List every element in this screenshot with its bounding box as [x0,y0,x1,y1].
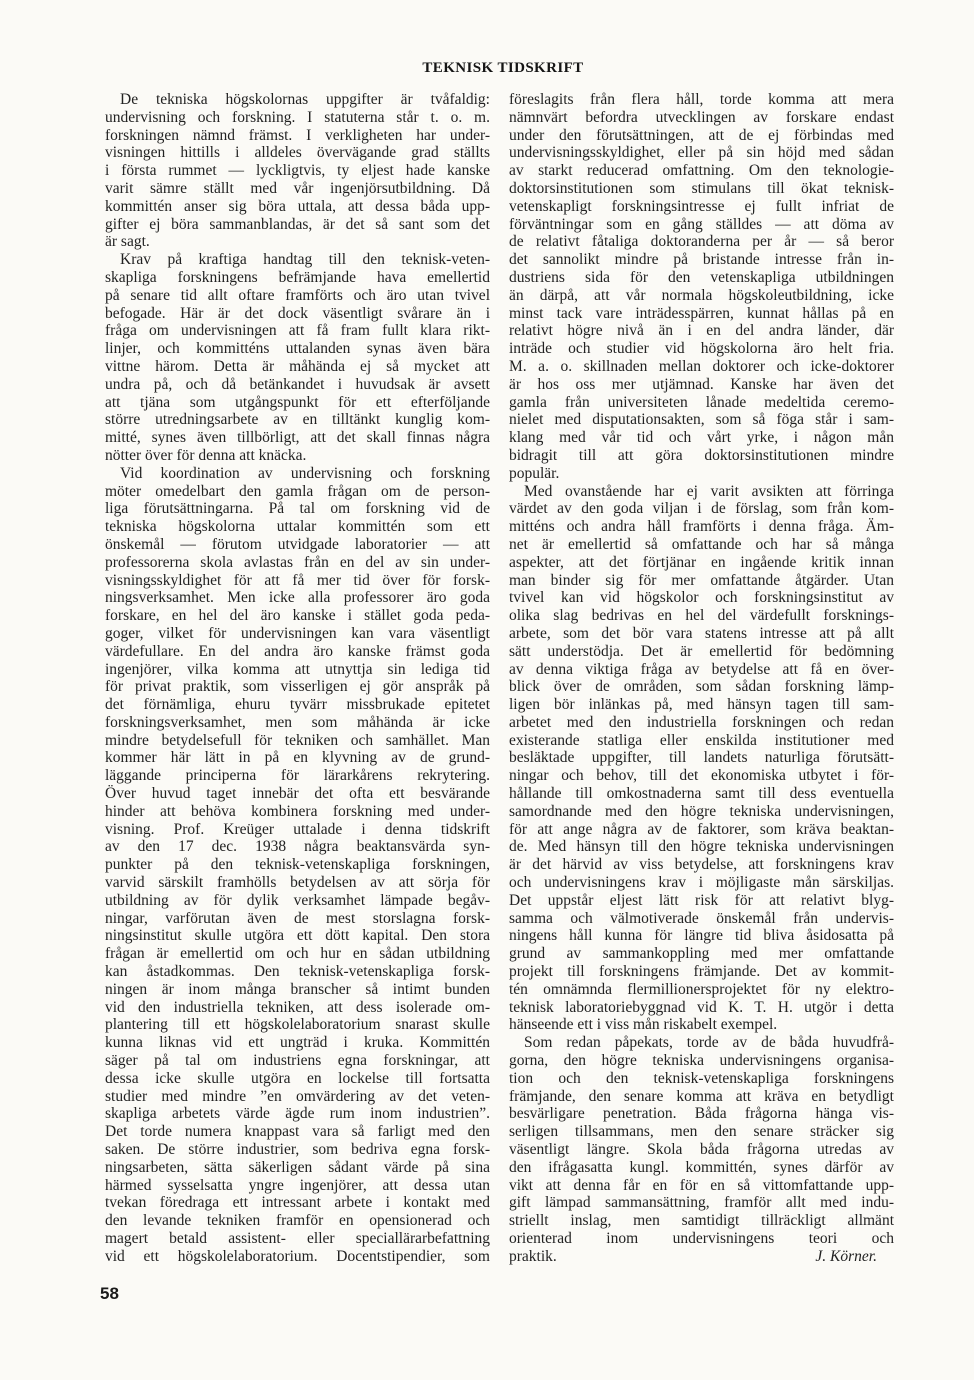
line-text: visning. Prof. Kreüger uttalade i denna tidskrift [105,820,490,838]
text-line [105,1194,490,1212]
text-line [105,767,490,785]
text-line [509,1052,894,1070]
author-signature: J. Körner. [815,1248,877,1265]
line-text: värdefullare. En del andra äro kanske främst goda [105,642,490,660]
page-number: 58 [100,1284,119,1303]
line-text: möter omedelbart den gamla frågan om de person- [105,482,490,500]
line-text: ningsinstitut skulle utgöra ett dött kapital. Den stora [105,927,490,945]
line-text: existerande statliga eller enskilda institutioner med [509,731,894,749]
line-text: blick över de områden, som sådan forskning lämp- [509,678,894,696]
text-line [509,1123,894,1141]
text-line [509,180,894,198]
line-text: De tekniska högskolornas uppgifter är tvåfaldig: [120,91,490,108]
line-text: dessa icke skulle utgöra en lockelse till fortsatta [105,1069,490,1087]
text-line [105,429,490,447]
line-text: förväntningar som en gång ställdes — att döma av [509,215,894,233]
line-text: föreslagits från flera håll, torde komma att mera [509,91,894,108]
line-text: inträde och studier vid högskolorna äro helt fria. [509,340,894,358]
text-line [509,376,894,394]
text-line [105,1230,490,1248]
line-text: plantering till ett högskolelaboratorium snarast skulle [105,1016,490,1034]
line-text: goger, vilket för undervisningen kan vara väsentligt [105,624,490,642]
text-line [105,1088,490,1106]
text-line [509,1105,894,1123]
line-text: populär. [509,464,560,482]
text-line [509,607,894,625]
line-text: nötter över för denna att knäcka. [105,446,307,464]
line-text: önskemål — förutom utvidgade laboratorier — att [105,535,490,553]
text-line [105,465,490,483]
line-text: net är emellertid så omfattande och har så många [509,535,894,553]
text-line [509,785,894,803]
text-line [105,287,490,305]
line-text: besvärligare penetration. Båda frågorna hänga vis- [509,1105,894,1123]
text-line [509,1016,894,1034]
line-text: saken. De större industrier, som bedriva egna forsk- [105,1141,490,1159]
line-text: är sagt. [105,233,150,251]
text-line [105,1070,490,1088]
text-line [509,287,894,305]
line-text: värdet av den goda viljan i de förslag, som från kom- [509,500,894,518]
text-line [105,910,490,928]
line-text: den levande tekniken framför en opensionerad och [105,1212,490,1230]
text-line [105,109,490,127]
line-text: gorna, den högre tekniska undervisningens organisa- [509,1052,894,1070]
text-line [509,767,894,785]
text-line [509,1141,894,1159]
text-line [105,447,490,465]
text-line [509,1070,894,1088]
line-text: undervisning och forskning. I statuterna står t. o. m. [105,108,490,126]
text-line [509,821,894,839]
text-line [509,500,894,518]
line-text: nämnvärt befordra utvecklingen av forskare endast [509,108,894,126]
text-line [509,305,894,323]
right-column [509,91,894,1266]
text-line [509,322,894,340]
text-line [105,785,490,803]
line-text: tion och den teknisk-vetenskapliga forskningens [509,1069,894,1087]
line-text: ningen är inom många branscher så intimt bunden [105,980,490,998]
line-text: visningsskyldighet för att få mer tid över för forsk- [105,571,490,589]
text-line [105,411,490,429]
line-text: utbildning av för dylik verksamhet lämpade begåv- [105,891,490,909]
line-text: varvid särskilt framhölls betydelsen av att sörja för [105,874,490,892]
line-text: dustriens sida för den vetenskapliga utbildningen [509,268,894,286]
text-line [509,144,894,162]
line-text: främjande, den senare komma att kräva en betydligt [509,1087,894,1105]
text-line [509,358,894,376]
line-text: M. a. o. skillnaden mellan doktorer och icke-doktorer [509,357,894,375]
text-line [105,856,490,874]
text-line [509,536,894,554]
text-line [509,696,894,714]
running-head: TEKNISK TIDSKRIFT [422,60,584,76]
text-line [105,91,490,109]
text-line [105,251,490,269]
text-line [105,1123,490,1141]
line-text: vittne härom. Detta är måhända ej så mycket att [105,357,490,375]
line-text: vetenskapligt forskningsintresse ej fullt infriat de [509,197,894,215]
line-text: är det härvid av viss betydelse, att forskningens krav [509,856,894,874]
text-line [509,1230,894,1248]
text-line [105,945,490,963]
line-text: varit sämre ställt med vår ingenjörsutbildning. Då [105,179,490,197]
text-line [509,910,894,928]
line-text: i första rummet — lyckligtvis, ty eljest hade kanske [105,162,490,180]
line-text: säger på tal om industriens egna forskningar, att [105,1052,490,1070]
line-text: aspekter, att det förtjänar en ingående kritik innan [509,553,894,571]
text-line [105,625,490,643]
text-line [509,749,894,767]
line-text: läggande principerna för lärarkårens rekrytering. [105,767,490,785]
line-text: är hos oss mer utjämnad. Kanske har även det [509,375,894,393]
text-line [105,1248,490,1266]
text-line [105,999,490,1017]
line-text: doktorsinstitutionen som stimulans till ökat teknisk- [509,179,894,197]
line-text: den ifrågasatta kungl. kommittén, synes därför av [509,1158,894,1176]
text-line [105,394,490,412]
line-text: än därpå, att vår normala högskoleutbildning, icke [509,286,894,304]
text-line [105,483,490,501]
line-text: teknisk laboratoriebyggnad vid K. T. H. utgör i detta [509,998,894,1016]
line-text: väsentligt längre. Skola båda frågorna utredas av [509,1141,894,1159]
text-line [105,358,490,376]
text-line [105,1016,490,1034]
text-line [105,963,490,981]
line-text: olika slag bedrivas en hel del värdefullt forsknings- [509,607,894,625]
text-line [105,536,490,554]
text-line [509,874,894,892]
line-text: det sannolikt mindre på bristande intresse från in- [509,251,894,269]
line-text: Som redan påpekats, torde av de båda huvudfrå- [524,1034,894,1052]
text-line [509,91,894,109]
line-text: på senare tid allt oftare framförts och äro utan tvivel [105,286,490,304]
line-text: arbete, som det bör vara statens intresse att på allt [509,624,894,642]
line-text: orienterad inom undervisningens teori och [509,1230,894,1247]
line-text: kan åstadkommas. Den teknisk-vetenskapliga forsk- [105,963,490,981]
text-line [105,1177,490,1195]
text-line [105,1159,490,1177]
line-text: punkter på den teknisk-vetenskapliga forskningen, [105,856,490,874]
line-text: linjer, och kommitténs uttalanden synas även bära [105,340,490,358]
line-text: ingenjörer, vilka komma att utnyttja sin lediga tid [105,660,490,678]
text-line [105,1052,490,1070]
line-text: nielet med disputationsakten, som så föga står i sam- [509,411,894,429]
text-line [509,714,894,732]
text-line [105,269,490,287]
text-line [105,127,490,145]
text-line [105,589,490,607]
line-text: tvivel kan vid högskolor och forskningsinstitut av [509,589,894,607]
text-line [105,607,490,625]
text-line [509,1177,894,1195]
line-text: skapliga arbetets värde ägde rum inom industrien”. [105,1105,490,1123]
text-line [105,216,490,234]
text-line [509,856,894,874]
text-line [509,732,894,750]
line-text: studier med mindre ”en omvärdering av det veten- [105,1087,490,1105]
line-text: ligen bör inlänkas på, med hänsyn tagen till sam- [509,696,894,714]
text-line [509,625,894,643]
text-line [105,714,490,732]
text-line [509,963,894,981]
text-line [105,305,490,323]
line-text: ningsarbeten, sätta säkerligen sådant värde på sina [105,1158,490,1176]
line-text: och undervisningens krav i möjligaste mån särskiljas. [509,874,894,892]
text-line [105,892,490,910]
text-line [509,411,894,429]
line-text: hinder att behöva kombinera forskning med under- [105,802,490,820]
line-text: härmed sysselsatta yngre ingenjörer, att dessa utan [105,1176,490,1194]
text-line [509,518,894,536]
text-line [509,1088,894,1106]
line-text: liga förutsättningarna. På tal om forskning vid de [105,500,490,518]
text-line [509,554,894,572]
text-line [105,233,490,251]
text-line [105,198,490,216]
line-text: projekt till forskningens främjande. Det av kommit- [509,963,894,981]
text-line [509,572,894,590]
line-text: av den 17 dec. 1938 några beaktansvärda syn- [105,838,490,856]
line-text: gamla från universiteten lånade medeltida ceremo- [509,393,894,411]
line-text: tén omnämnda flermillionersprojektet för ny elektro- [509,980,894,998]
line-text: forskningsverksamhet, men som måhända är icke [105,713,490,731]
line-text: mindre betydelsefull för tekniken och samhället. Man [105,731,490,749]
line-text: professorerna skola avlastas från en del av sin under- [105,553,490,571]
text-line [105,732,490,750]
line-text: striellt inslag, men samtidigt tillräckligt allmänt [509,1212,894,1230]
text-line [509,838,894,856]
text-line [509,661,894,679]
line-text: Det uppstår eljest lätt risk för att relativt blyg- [509,891,894,909]
text-line [105,1212,490,1230]
line-text: Krav på kraftiga handtag till den teknisk-veten- [120,251,490,269]
line-text: mitté, synes även tillbörligt, att det skall finnas några [105,429,490,447]
line-text: frågan är emellertid om och hur en sådan utbildning [105,945,490,963]
line-text: visningen hittills i alldeles övervägande grad ställts [105,144,490,162]
line-text: ningar, varförutan även de mest storslagna forsk- [105,909,490,927]
line-text: praktik. [509,1247,557,1265]
line-text: undervisningsskyldighet, eller på sin höjd med sådan [509,144,894,162]
line-text: ningsverksamhet. Men icke alla professorer äro goda [105,589,490,607]
text-line [105,144,490,162]
line-text: arbetet med den industriella forskningen och redan [509,713,894,731]
left-column [105,91,490,1266]
text-line [105,376,490,394]
line-text: det förnämliga, ehuru tyvärr missbrukade epitetet [105,696,490,714]
text-line [509,109,894,127]
text-line [105,1141,490,1159]
text-line [509,1034,894,1052]
text-line [509,981,894,999]
text-line [105,927,490,945]
text-line [509,429,894,447]
text-line [509,999,894,1017]
text-line [105,838,490,856]
text-line [105,322,490,340]
text-line [105,981,490,999]
line-text: fråga om undervisningen att få fram fullt klara rikt- [105,322,490,340]
text-line [105,678,490,696]
line-text: vid ett högskolelaboratorium. Docentstipendier, som [105,1247,490,1265]
line-text: relativt högre nivå än i en del andra länder, där [509,322,894,340]
line-text: de relativt fåtaliga doktoranderna per år — så beror [509,233,894,251]
line-text: bidragit till att göra doktorsinstitutionen mindre [509,446,894,464]
text-line [509,447,894,465]
text-line [509,1212,894,1230]
line-text: ningens håll kunna för längre tid bliva åsidosatta på [509,927,894,945]
line-text: forskare, en hel del äro kanske i stället goda peda- [105,607,490,625]
line-text: tekniska högskolorna uttalar kommittén som ett [105,518,490,536]
line-text: de. Med hänsyn till den högre tekniska undervisningen [509,838,894,856]
text-line [509,643,894,661]
text-line [509,465,894,483]
text-line [509,678,894,696]
line-text: kunna liknas vid ett ungträd i kruka. Kommittén [105,1034,490,1052]
line-text: Det torde numera knappast vara så farligt med den [105,1123,490,1141]
text-line [105,661,490,679]
line-text: Med ovanstående har ej varit avsikten att förringa [524,482,894,500]
text-line [509,198,894,216]
line-text: Över huvud taget innebär det ofta ett besvärande [105,785,490,803]
line-text: samma och välmotiverade önskemål från undervis- [509,909,894,927]
line-text: ningar och behov, till det ekonomiska utbytet i för- [509,767,894,785]
text-line [509,927,894,945]
line-text: man binder sig för mer omfattande åtgärder. Utan [509,571,894,589]
line-text: vikt att denna får en för en så vittomfattande upp- [509,1176,894,1194]
line-text: av denna viktiga fråga av betydelse att få en över- [509,660,894,678]
line-text: av starkt reducerad omfattning. Om den teknologie- [509,162,894,180]
line-text: att tjäna som utgångspunkt för ett efterföljande [105,393,490,411]
line-text: gifter ej böra sammanblandas, är det så sant som det [105,215,490,233]
text-line [509,269,894,287]
line-text: kommer här lätt in på en klyvning av de grund- [105,749,490,767]
line-text: minst tack vare inträdesspärren, kunnat hållas på en [509,304,894,322]
line-text: befogade. Här är det dock väsentligt svårare än i [105,304,490,322]
line-text: för privat praktik, som visserligen ej gör anspråk på [105,678,490,696]
text-line [105,518,490,536]
text-line [509,945,894,963]
text-line [105,162,490,180]
text-line [509,216,894,234]
text-line [105,874,490,892]
text-line [509,394,894,412]
line-text: forskningen nämnd främst. I verkligheten har under- [105,126,490,144]
line-text: under den förutsättningen, att de ej förbindas med [509,126,894,144]
line-text: kommittén anser sig böra uttala, att dessa båda upp- [105,197,490,215]
text-line [105,821,490,839]
line-text: hänseende ett i viss mån riskabelt exempel. [509,1016,778,1034]
line-text: större utredningsarbete av en tilltänkt kunglig kom- [105,411,490,429]
text-line [509,233,894,251]
text-line [105,572,490,590]
line-text: grund av sammankoppling med mer omfattande [509,945,894,963]
line-text: klang med vår tid och vårt yrke, i någon mån [509,429,894,447]
text-line [105,696,490,714]
text-line [105,1105,490,1123]
text-line [509,1159,894,1177]
line-text: Vid koordination av undervisning och forskning [120,464,490,482]
line-text: besläktade uppgifter, till landets naturliga förutsätt- [509,749,894,767]
line-text: serligen tillsammans, men den senare sträcker sig [509,1123,894,1141]
text-line [105,643,490,661]
text-line [105,500,490,518]
line-text: magert betald assistent- eller speciallärarbefattning [105,1230,490,1247]
line-text: för att ange några av de faktorer, som kräva beaktan- [509,820,894,838]
text-line [105,554,490,572]
text-line [105,340,490,358]
text-line [105,749,490,767]
text-line [105,180,490,198]
line-text: undra på, och då betänkandet i huvudsak är avsett [105,375,490,393]
text-line [509,162,894,180]
text-line [105,803,490,821]
line-text: vid den industriella tekniken, att dess isolerade om- [105,998,490,1016]
line-text: gift lämpad sammansättning, framför allt med indu- [509,1194,894,1212]
line-text: skapliga forskningens befrämjande hava emellertid [105,268,490,286]
text-line [509,892,894,910]
text-line [105,1034,490,1052]
line-text: mitténs och andra håll framförts i denna fråga. Äm- [509,518,894,536]
line-text: tvekan föredraga ett intressant arbete i kontakt med [105,1194,490,1212]
text-line [509,1194,894,1212]
line-text: sätt understödja. Det är emellertid för bedömning [509,642,894,660]
line-text: hållande till omkostnaderna samt till dess eventuella [509,785,894,803]
text-line [509,127,894,145]
text-line [509,251,894,269]
line-text: samordnande med den högre tekniska undervisningen, [509,802,894,820]
text-line [509,589,894,607]
text-line [509,483,894,501]
text-line [509,803,894,821]
text-line [509,340,894,358]
